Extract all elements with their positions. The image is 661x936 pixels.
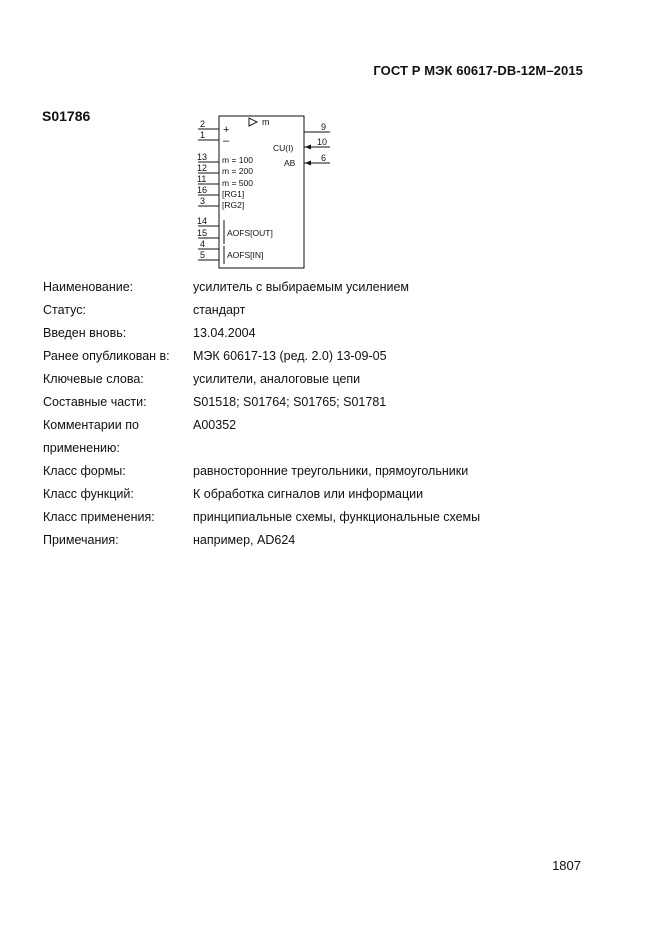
rg2-label: [RG2]: [222, 200, 245, 210]
minus-label: –: [223, 135, 230, 147]
aofs-in-label: AOFS[IN]: [227, 250, 264, 260]
pin-number-16: 16: [197, 185, 208, 195]
property-value: стандарт: [193, 303, 246, 317]
qualifier-label: m: [262, 117, 270, 127]
properties-table: [43, 276, 603, 552]
property-label: Класс применения:: [43, 510, 155, 524]
property-row: [43, 460, 603, 483]
property-value: принципиальные схемы, функциональные схемы: [193, 510, 481, 524]
property-row: [43, 506, 603, 529]
property-label: Примечания:: [43, 533, 119, 547]
property-row: [43, 391, 603, 414]
pin-number-4: 4: [200, 239, 206, 249]
pin-number-1: 1: [200, 130, 206, 140]
property-label: Составные части:: [43, 395, 147, 409]
pin-number-14: 14: [197, 216, 208, 226]
property-label: Введен вновь:: [43, 326, 127, 340]
aofs-out-label: AOFS[OUT]: [227, 228, 273, 238]
property-value: К обработка сигналов или информации: [193, 487, 424, 501]
property-value: усилитель с выбираемым усилением: [193, 280, 410, 294]
property-label: Класс формы:: [43, 464, 126, 478]
amplifier-triangle-icon: [249, 118, 257, 126]
pin-number-11: 11: [197, 174, 207, 184]
ab-label: AB: [284, 158, 296, 168]
property-value: 13.04.2004: [193, 326, 256, 340]
pin-number-6: 6: [321, 153, 327, 163]
property-label: Ключевые слова:: [43, 372, 144, 386]
gain-100-label: m = 100: [222, 155, 253, 165]
property-label: Ранее опубликован в:: [43, 349, 170, 363]
pin-number-12: 12: [197, 163, 208, 173]
property-row: [43, 483, 603, 506]
gain-500-label: m = 500: [222, 178, 253, 188]
plus-label: +: [223, 124, 230, 136]
pin-number-9: 9: [321, 122, 327, 132]
property-value: например, AD624: [193, 533, 296, 547]
property-value: [193, 437, 603, 460]
pin-number-3: 3: [200, 196, 206, 206]
document-header: ГОСТ Р МЭК 60617-DB-12M–2015: [373, 63, 583, 78]
arrow-in-icon-6: [305, 161, 311, 166]
pin-number-15: 15: [197, 228, 208, 238]
amplifier-symbol-svg: [194, 112, 334, 272]
pin-number-13: 13: [197, 152, 208, 162]
pin-number-5: 5: [200, 250, 206, 260]
property-row: [43, 368, 603, 391]
rg1-label: [RG1]: [222, 189, 245, 199]
property-row: [43, 414, 603, 437]
pin-number-10: 10: [317, 137, 328, 147]
property-value: S01518; S01764; S01765; S01781: [193, 395, 387, 409]
property-row: [43, 345, 603, 368]
property-row: [43, 276, 603, 299]
cu-label: CU(I): [273, 143, 294, 153]
property-value: А00352: [193, 418, 237, 432]
property-value: усилители, аналоговые цепи: [193, 372, 361, 386]
property-label: применению:: [43, 441, 120, 455]
property-row: [43, 437, 603, 460]
property-value: МЭК 60617-13 (ред. 2.0) 13-09-05: [193, 349, 387, 363]
amplifier-symbol-graphic: [194, 112, 334, 272]
property-label: Статус:: [43, 303, 86, 317]
symbol-id: S01786: [42, 108, 91, 124]
property-row: [43, 299, 603, 322]
property-label: Наименование:: [43, 280, 134, 294]
property-row: [43, 529, 603, 552]
property-label: Класс функций:: [43, 487, 134, 501]
gain-200-label: m = 200: [222, 166, 253, 176]
property-value: равносторонние треугольники, прямоугольники: [193, 464, 469, 478]
pin-number-2: 2: [200, 119, 206, 129]
property-label: Комментарии по: [43, 418, 139, 432]
property-row: [43, 322, 603, 345]
arrow-in-icon-10: [305, 145, 311, 150]
page-number: 1807: [552, 858, 581, 873]
